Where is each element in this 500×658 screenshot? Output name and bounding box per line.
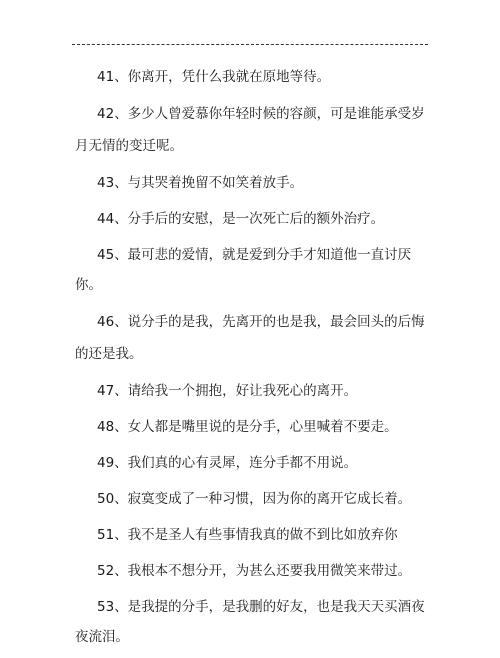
list-item (75, 412, 435, 442)
item-text: 、请给我一个拥抱，好让我死心的离开。 (114, 383, 358, 399)
list-item (75, 240, 435, 300)
item-text: 、寂寞变成了一种习惯，因为你的离开它成长着。 (114, 491, 412, 507)
list-item (75, 520, 435, 550)
item-text: 、我根本不想分开，为甚么还要我用微笑来带过。 (114, 563, 412, 579)
item-number: 50 (97, 491, 115, 507)
item-text: 、说分手的是我，先离开的也是我，最会回头的后悔的还是我。 (75, 314, 425, 362)
item-number: 53 (97, 599, 115, 615)
item-text: 、多少人曾爱慕你年轻时候的容颜，可是谁能承受岁月无情的变迁呢。 (75, 106, 425, 154)
item-number: 52 (97, 563, 115, 579)
item-number: 51 (97, 527, 115, 543)
item-number: 45 (97, 247, 115, 263)
list-item (75, 448, 435, 478)
item-text: 、是我提的分手，是我删的好友，也是我天天买酒夜夜流泪。 (75, 599, 425, 645)
item-text: 、与其哭着挽留不如笑着放手。 (114, 175, 304, 191)
list-item (75, 98, 435, 162)
list-item (75, 62, 435, 92)
item-text: 、最可悲的爱情，就是爱到分手才知道他一直讨厌你。 (75, 247, 412, 293)
item-number: 43 (97, 175, 115, 191)
item-number: 49 (97, 455, 115, 471)
item-text: 、我不是圣人有些事情我真的做不到比如放弃你 (114, 527, 398, 543)
item-number: 44 (97, 211, 115, 227)
list-item (75, 376, 435, 406)
list-item (75, 168, 435, 198)
list-item (75, 484, 435, 514)
item-number: 48 (97, 419, 115, 435)
list-item (75, 592, 435, 652)
item-text: 、女人都是嘴里说的是分手，心里喊着不要走。 (114, 419, 398, 435)
item-text: 、分手后的安慰，是一次死亡后的额外治疗。 (114, 211, 385, 227)
item-text: 、我们真的心有灵犀，连分手都不用说。 (114, 455, 358, 471)
item-number: 42 (97, 106, 115, 122)
item-number: 47 (97, 383, 115, 399)
item-number: 41 (97, 69, 115, 85)
quote-list (75, 62, 435, 658)
list-item (75, 556, 435, 586)
list-item (75, 204, 435, 234)
list-item (75, 306, 435, 370)
item-number: 46 (97, 314, 115, 330)
item-text: 、你离开，凭什么我就在原地等待。 (114, 69, 331, 85)
dashed-divider (72, 44, 428, 45)
